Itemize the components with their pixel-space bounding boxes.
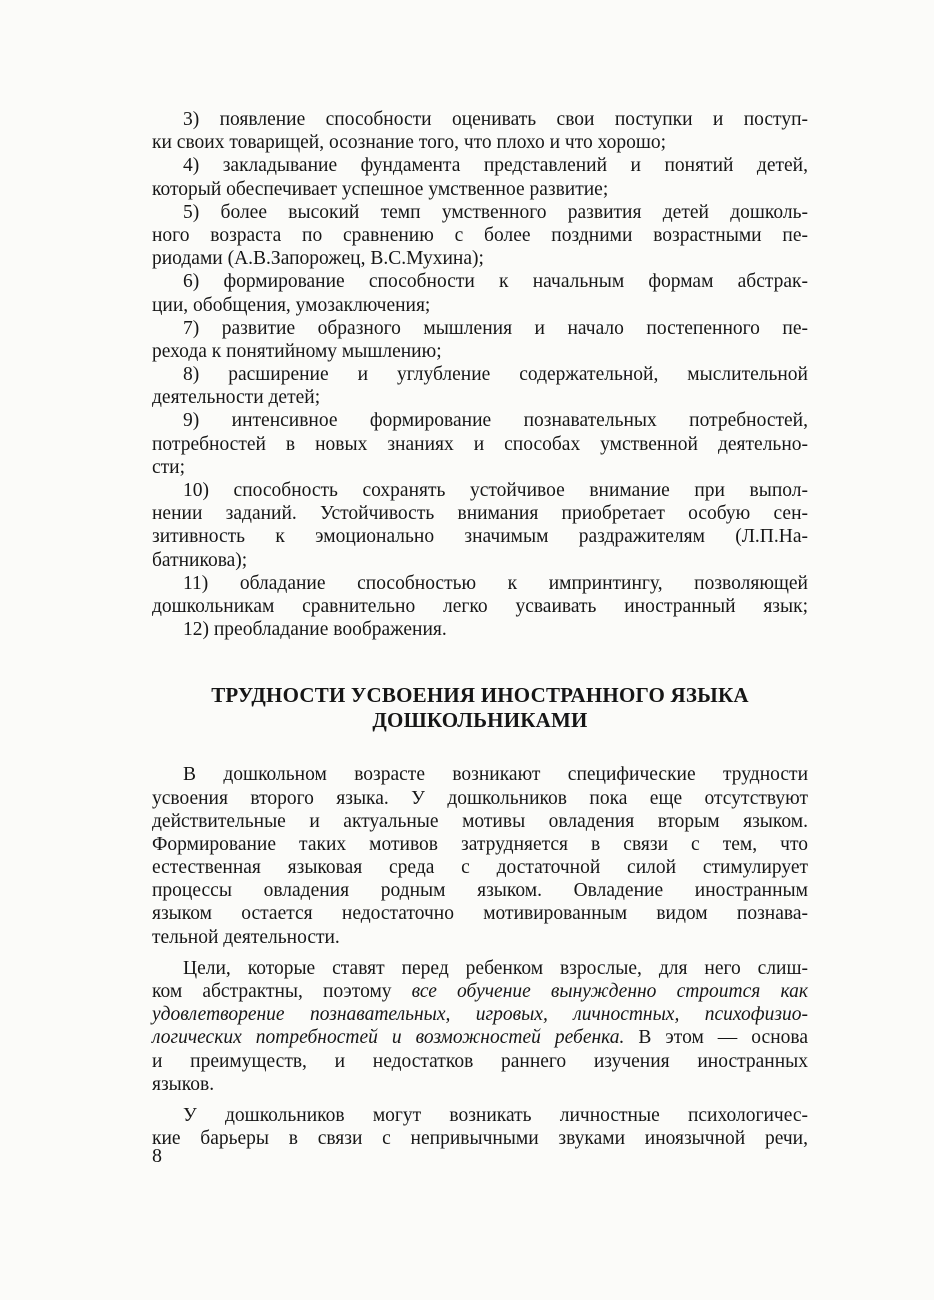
text-line: 5) более высокий темп умственного развития детей дошколь- (183, 201, 808, 223)
text-run: ком абстрактны, поэтому (152, 981, 412, 1002)
text-line: зитивность к эмоционально значимым раздражителям (Л.П.На- (152, 526, 808, 548)
paragraph (152, 1104, 808, 1150)
text-line: 9) интенсивное формирование познавательных потребностей, (183, 410, 808, 432)
text-line: нении заданий. Устойчивость внимания приобретает особую сен- (152, 503, 808, 525)
list-item (152, 572, 808, 618)
text-line: 6) формирование способности к начальным формам абстрак- (183, 271, 808, 293)
text-line: 7) развитие образного мышления и начало постепенного пе- (183, 317, 808, 339)
text-line: дошкольникам сравнительно легко усваивать иностранный язык; (152, 595, 808, 617)
text-line: 12) преобладание воображения. (183, 619, 447, 641)
text-run: В этом — основа (624, 1027, 808, 1049)
page-content (152, 108, 808, 1150)
text-line (152, 980, 808, 1003)
numbered-list (152, 108, 808, 641)
text-line: батникова); (152, 549, 248, 571)
list-item (152, 363, 808, 409)
text-line: ки своих товарищей, осознание того, что плохо и что хорошо; (152, 132, 667, 154)
text-line: ного возраста по сравнению с более поздними возрастными пе- (152, 224, 808, 246)
list-item (152, 270, 808, 316)
text-line: Цели, которые ставят перед ребенком взрослые, для него слиш- (183, 957, 808, 979)
text-line: 11) обладание способностью к импринтингу, позволяющей (183, 572, 808, 594)
text-line: 3) появление способности оценивать свои поступки и поступ- (183, 109, 808, 130)
heading-line: ДОШКОЛЬНИКАМИ (372, 708, 588, 733)
text-line: рехода к понятийному мышлению; (152, 340, 442, 362)
text-line: У дошкольников могут возникать личностные психологичес- (183, 1104, 808, 1126)
text-line: процессы овладения родным языком. Овладение иностранным (152, 880, 808, 902)
text-line: потребностей в новых знаниях и способах умственной деятельно- (152, 433, 808, 455)
section-heading (152, 683, 808, 733)
body-text (152, 763, 808, 1150)
list-item (152, 317, 808, 363)
text-line: кие барьеры в связи с непривычными звуками иноязычной речи, (152, 1128, 808, 1150)
text-line: языков. (152, 1073, 215, 1095)
page-number: 8 (152, 1145, 162, 1167)
text-line: деятельности детей; (152, 387, 321, 409)
text-line: тельной деятельности. (152, 926, 340, 948)
italic-text: логических потребностей и возможностей ребенка. (152, 1027, 625, 1049)
text-line: риодами (А.В.Запорожец, В.С.Мухина); (152, 248, 484, 270)
text-line: 10) способность сохранять устойчивое внимание при выпол- (183, 480, 808, 501)
text-line (152, 1003, 808, 1026)
text-line (152, 1026, 808, 1049)
list-item (152, 409, 808, 479)
text-line: и преимуществ, и недостатков раннего изучения иностранных (152, 1050, 808, 1072)
text-line: сти; (152, 456, 186, 478)
text-line: ции, обобщения, умозаключения; (152, 294, 431, 316)
list-item (152, 201, 808, 271)
text-line: 8) расширение и углубление содержательной, мыслительной (183, 364, 808, 386)
heading-line: ТРУДНОСТИ УСВОЕНИЯ ИНОСТРАННОГО ЯЗЫКА (211, 683, 749, 708)
list-item (152, 108, 808, 154)
list-item (152, 154, 808, 200)
text-line: который обеспечивает успешное умственное развитие; (152, 178, 609, 200)
text-line: естественная языковая среда с достаточной силой стимулирует (152, 857, 808, 879)
text-line: усвоения второго языка. У дошкольников пока еще отсутствуют (152, 787, 808, 809)
text-line: языком остается недостаточно мотивированным видом познава- (152, 903, 808, 925)
text-line: Формирование таких мотивов затрудняется в связи с тем, что (152, 833, 808, 855)
text-line: 4) закладывание фундамента представлений и понятий детей, (183, 155, 808, 177)
italic-text: все обучение вынужденно строится как (411, 981, 808, 1002)
paragraph (152, 957, 808, 1096)
text-line: В дошкольном возрасте возникают специфические трудности (183, 764, 808, 786)
list-item (152, 618, 808, 641)
italic-text: удовлетворение познавательных, игровых, личностных, психофизио- (152, 1004, 808, 1026)
list-item (152, 479, 808, 572)
paragraph (152, 763, 808, 949)
text-line: действительные и актуальные мотивы овладения вторым языком. (152, 810, 808, 832)
